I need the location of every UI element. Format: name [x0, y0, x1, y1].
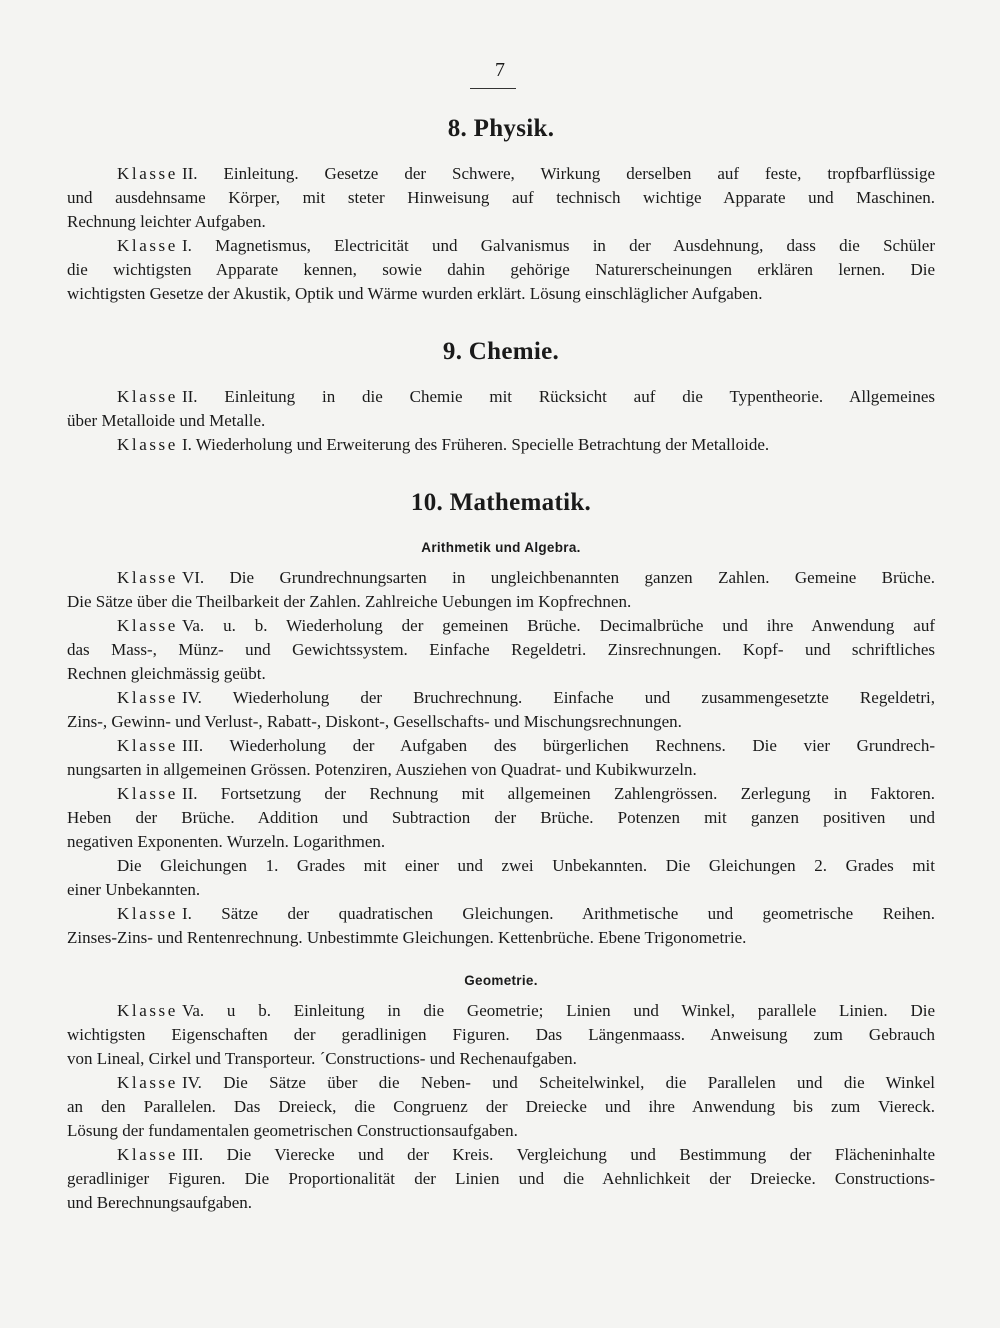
- text-line: [67, 926, 935, 950]
- paragraph: [67, 999, 935, 1071]
- line-text: geradliniger Figuren. Die Proportionalität der Linien und die Aehnlichkeit der Dreiecke. Constructions-: [67, 1169, 935, 1188]
- line-text: einer Unbekannten.: [67, 880, 201, 899]
- text-line: [67, 830, 935, 854]
- line-text: Va. u. b. Wiederholung der gemeinen Brüche. Decimalbrüche und ihre Anwendung auf: [181, 616, 935, 635]
- line-text: II. Einleitung in die Chemie mit Rücksicht auf die Typentheorie. Allgemeines: [181, 387, 935, 406]
- line-text: I. Magnetismus, Electricität und Galvanismus in der Ausdehnung, dass die Schüler: [181, 236, 935, 255]
- text-line: [67, 409, 935, 433]
- line-text: Zinses-Zins- und Rentenrechnung. Unbestimmte Gleichungen. Kettenbrüche. Ebene Trigonometrie.: [67, 928, 747, 947]
- line-text: Zins-, Gewinn- und Verlust-, Rabatt-, Diskont-, Gesellschafts- und Mischungsrechnungen.: [67, 712, 682, 731]
- text-line: [67, 758, 935, 782]
- class-label: Klasse: [117, 164, 178, 183]
- subsection-title: Arithmetik und Algebra.: [421, 540, 581, 555]
- text-line: [67, 566, 935, 590]
- line-text: VI. Die Grundrechnungsarten in ungleichbenannten ganzen Zahlen. Gemeine Brüche.: [181, 568, 935, 587]
- page-number: 7: [495, 59, 505, 81]
- section: [67, 337, 935, 457]
- line-text: III. Wiederholung der Aufgaben des bürgerlichen Rechnens. Die vier Grundrech-: [181, 736, 935, 755]
- line-text: die wichtigsten Apparate kennen, sowie dahin gehörige Naturerscheinungen erklären lernen. Die: [67, 260, 935, 279]
- page-number-rule: [470, 88, 516, 89]
- line-text: Heben der Brüche. Addition und Subtraction der Brüche. Potenzen mit ganzen positiven und: [67, 808, 935, 827]
- line-text: IV. Wiederholung der Bruchrechnung. Einfache und zusammengesetzte Regeldetri,: [181, 688, 935, 707]
- class-label: Klasse: [117, 904, 178, 923]
- text-line: [67, 614, 935, 638]
- class-label: Klasse: [117, 616, 178, 635]
- text-line: [67, 782, 935, 806]
- line-text: III. Die Vierecke und der Kreis. Vergleichung und Bestimmung der Flächeninhalte: [181, 1145, 935, 1164]
- class-label: Klasse: [117, 1001, 178, 1020]
- class-label: Klasse: [117, 1073, 178, 1092]
- section: [67, 114, 935, 306]
- line-text: Die Gleichungen 1. Grades mit einer und zwei Unbekannten. Die Gleichungen 2. Grades mit: [117, 856, 935, 875]
- text-line: [67, 210, 935, 234]
- text-line: [67, 234, 935, 258]
- text-line: [67, 1023, 935, 1047]
- paragraph: [67, 234, 935, 306]
- line-text: über Metalloide und Metalle.: [67, 411, 266, 430]
- line-text: II. Einleitung. Gesetze der Schwere, Wirkung derselben auf feste, tropfbarflüssige: [181, 164, 935, 183]
- paragraph: [67, 734, 935, 782]
- line-text: nungsarten in allgemeinen Grössen. Potenziren, Ausziehen von Quadrat- und Kubikwurzeln.: [67, 760, 697, 779]
- line-text: und Berechnungsaufgaben.: [67, 1193, 253, 1212]
- paragraph: [67, 1071, 935, 1143]
- section-title: 8. Physik.: [447, 115, 555, 142]
- paragraph: [67, 614, 935, 686]
- paragraph: [67, 433, 935, 457]
- text-line: [67, 385, 935, 409]
- line-text: Rechnung leichter Aufgaben.: [67, 212, 266, 231]
- class-label: Klasse: [117, 784, 178, 803]
- line-text: wichtigsten Gesetze der Akustik, Optik und Wärme wurden erklärt. Lösung einschläglicher Aufgaben.: [67, 284, 763, 303]
- text-line: [67, 902, 935, 926]
- line-text: von Lineal, Cirkel und Transporteur. ´Constructions- und Rechenaufgaben.: [67, 1049, 577, 1068]
- class-label: Klasse: [117, 568, 178, 587]
- class-label: Klasse: [117, 387, 178, 406]
- text-line: [67, 878, 935, 902]
- line-text: I. Wiederholung und Erweiterung des Früheren. Specielle Betrachtung der Metalloide.: [181, 435, 770, 454]
- text-line: [67, 1143, 935, 1167]
- text-line: [67, 433, 935, 457]
- line-text: Die Sätze über die Theilbarkeit der Zahlen. Zahlreiche Uebungen im Kopfrechnen.: [67, 592, 632, 611]
- line-text: Rechnen gleichmässig geübt.: [67, 664, 266, 683]
- line-text: das Mass-, Münz- und Gewichtssystem. Einfache Regeldetri. Zinsrechnungen. Kopf- und schriftliches: [67, 640, 935, 659]
- paragraph: [67, 902, 935, 950]
- paragraph: [67, 854, 935, 902]
- text-line: [67, 662, 935, 686]
- line-text: I. Sätze der quadratischen Gleichungen. Arithmetische und geometrische Reihen.: [181, 904, 935, 923]
- class-label: Klasse: [117, 688, 178, 707]
- text-line: [67, 282, 935, 306]
- section-title: 9. Chemie.: [442, 338, 560, 365]
- paragraph: [67, 385, 935, 433]
- text-line: [67, 1071, 935, 1095]
- text-line: [67, 590, 935, 614]
- text-line: [67, 1191, 935, 1215]
- section-title: 10. Mathematik.: [410, 489, 592, 516]
- paragraph: [67, 162, 935, 234]
- page-body: [67, 114, 935, 1215]
- section: [67, 488, 935, 1215]
- text-line: [67, 1119, 935, 1143]
- line-text: und ausdehnsame Körper, mit steter Hinweisung auf technisch wichtige Apparate und Maschinen.: [67, 188, 935, 207]
- line-text: II. Fortsetzung der Rechnung mit allgemeinen Zahlengrössen. Zerlegung in Faktoren.: [181, 784, 935, 803]
- paragraph: [67, 1143, 935, 1215]
- text-line: [67, 734, 935, 758]
- text-line: [67, 710, 935, 734]
- line-text: wichtigsten Eigenschaften der geradlinigen Figuren. Das Längenmaass. Anweisung zum Gebrauch: [67, 1025, 935, 1044]
- class-label: Klasse: [117, 1145, 178, 1164]
- line-text: Va. u b. Einleitung in die Geometrie; Linien und Winkel, parallele Linien. Die: [181, 1001, 935, 1020]
- text-line: [67, 806, 935, 830]
- text-line: [67, 1095, 935, 1119]
- text-line: [67, 162, 935, 186]
- subsection-title: Geometrie.: [464, 973, 538, 988]
- line-text: negativen Exponenten. Wurzeln. Logarithmen.: [67, 832, 386, 851]
- text-line: [67, 1047, 935, 1071]
- class-label: Klasse: [117, 236, 178, 255]
- line-text: an den Parallelen. Das Dreieck, die Congruenz der Dreiecke und ihre Anwendung bis zum Viereck.: [67, 1097, 935, 1116]
- text-line: [67, 854, 935, 878]
- text-line: [67, 638, 935, 662]
- line-text: IV. Die Sätze über die Neben- und Scheitelwinkel, die Parallelen und die Winkel: [181, 1073, 935, 1092]
- class-label: Klasse: [117, 736, 178, 755]
- text-line: [67, 999, 935, 1023]
- text-line: [67, 686, 935, 710]
- line-text: Lösung der fundamentalen geometrischen Constructionsaufgaben.: [67, 1121, 518, 1140]
- class-label: Klasse: [117, 435, 178, 454]
- text-line: [67, 258, 935, 282]
- paragraph: [67, 686, 935, 734]
- paragraph: [67, 566, 935, 614]
- paragraph: [67, 782, 935, 854]
- text-line: [67, 1167, 935, 1191]
- text-line: [67, 186, 935, 210]
